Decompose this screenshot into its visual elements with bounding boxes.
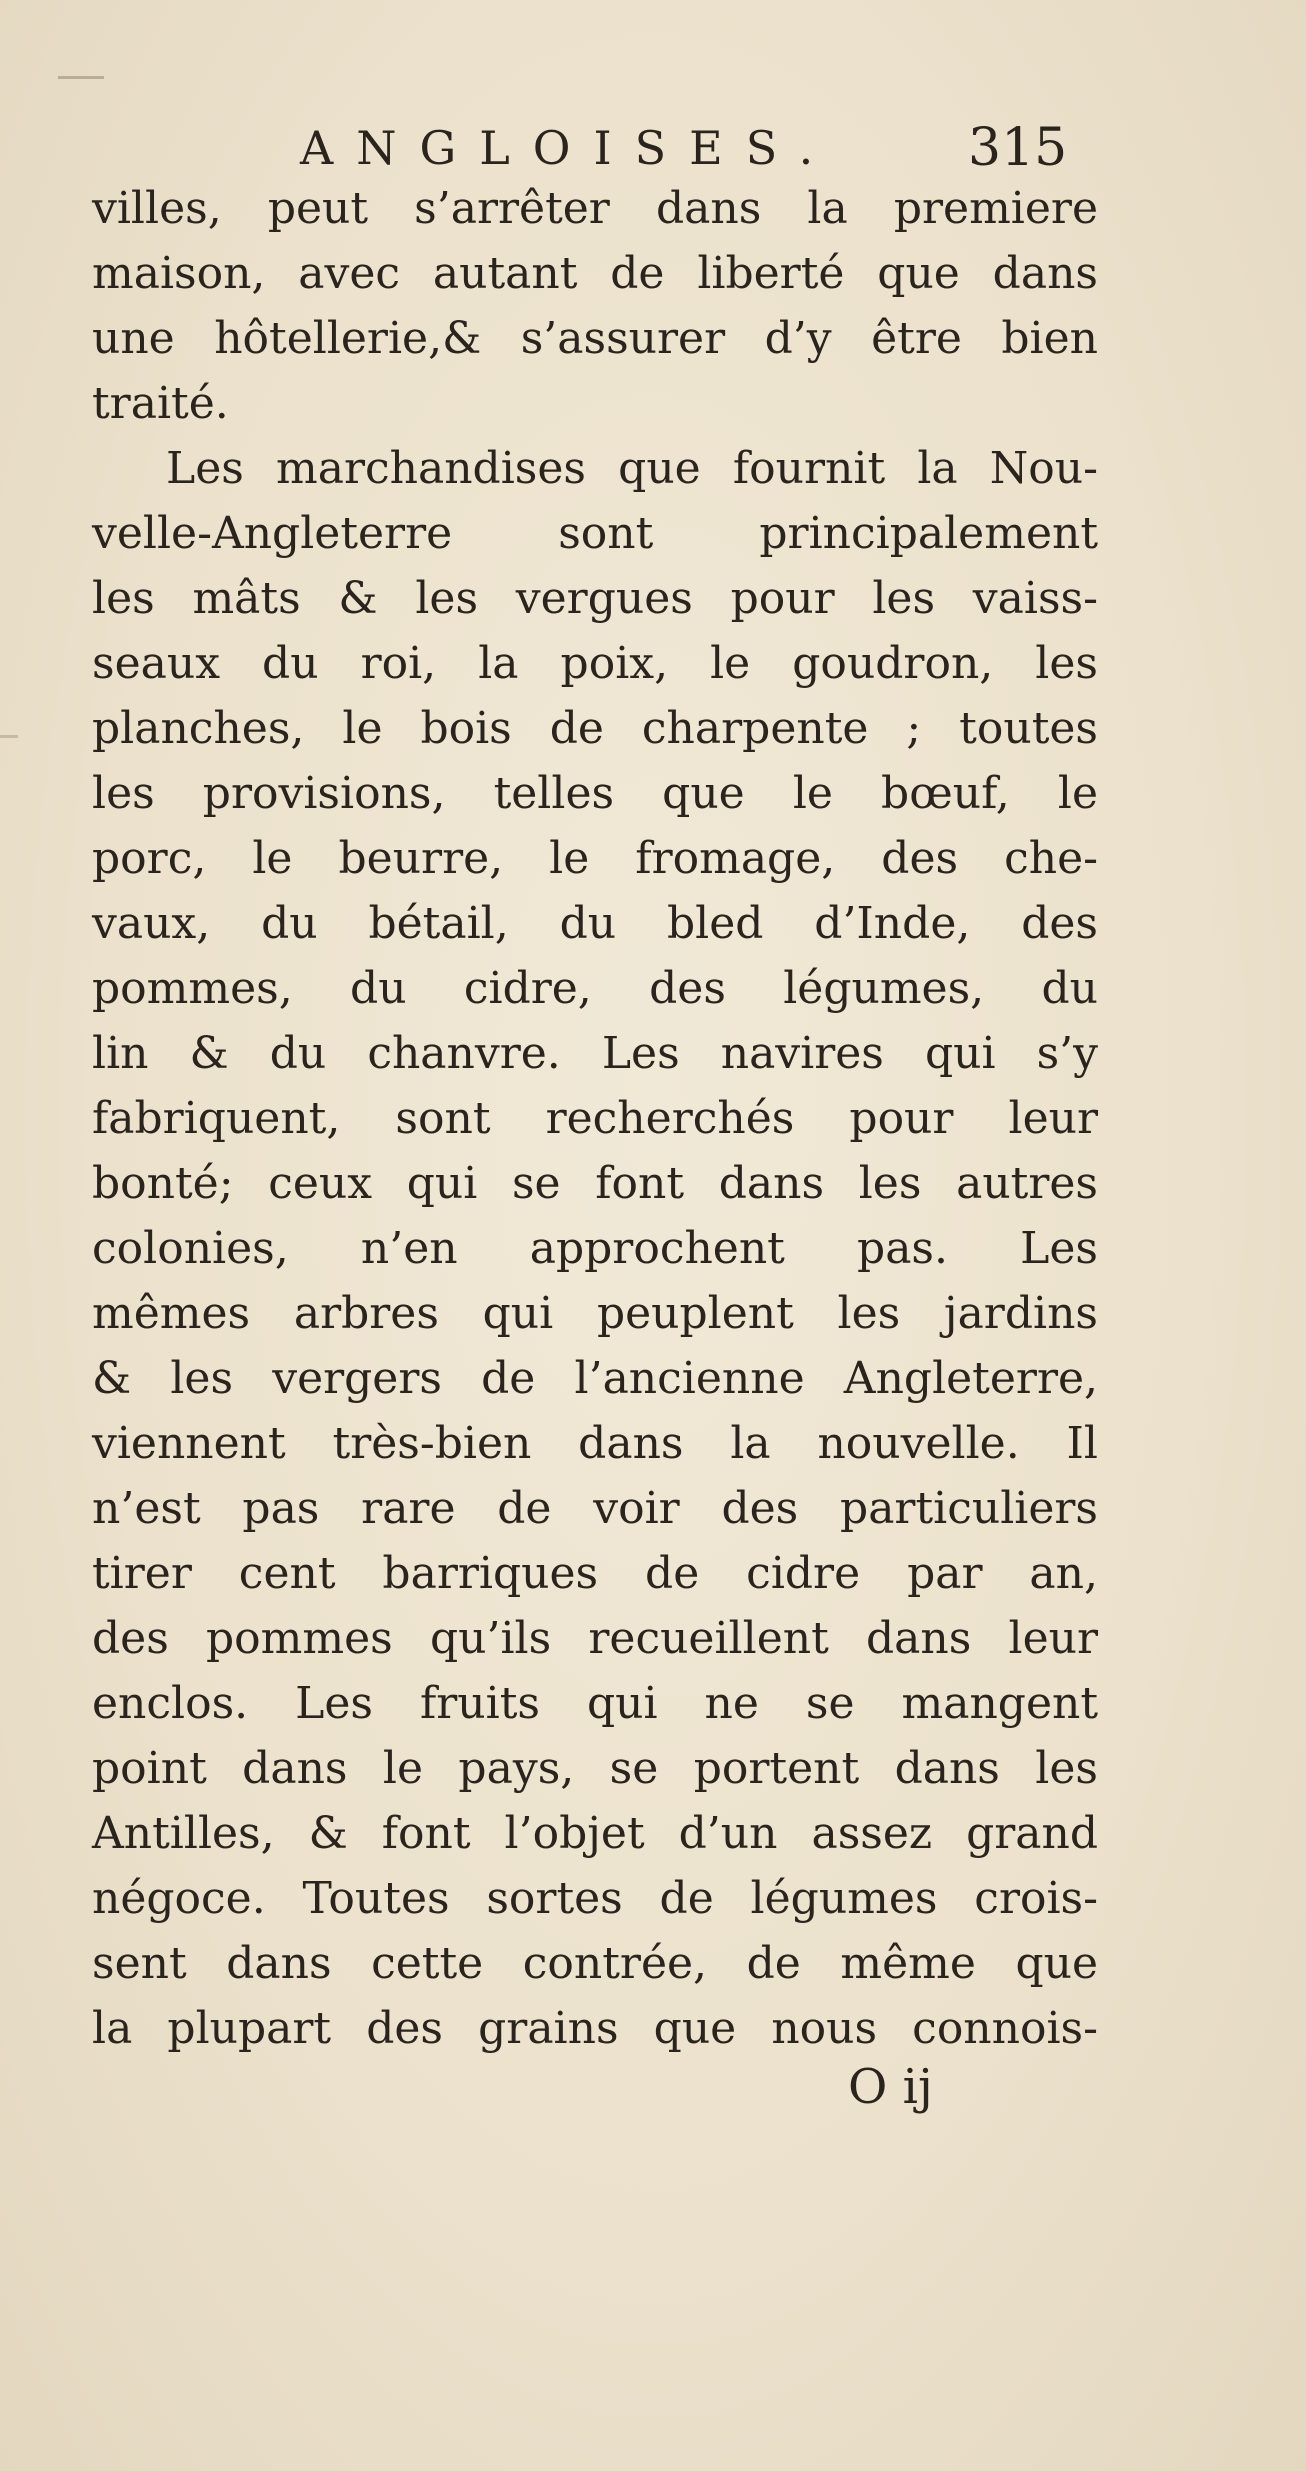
- text-line: point dans le pays, se portent dans les: [92, 1743, 1098, 1794]
- text-line: viennent très-bien dans la nouvelle. Il: [92, 1418, 1098, 1469]
- text-line: la plupart des grains que nous connois-: [92, 2003, 1098, 2054]
- text-line: seaux du roi, la poix, le goudron, les: [92, 638, 1098, 689]
- text-line: bonté; ceux qui se font dans les autres: [92, 1158, 1098, 1209]
- text-line: maison, avec autant de liberté que dans: [92, 248, 1098, 299]
- text-line: pommes, du cidre, des légumes, du: [92, 963, 1098, 1014]
- text-line: vaux, du bétail, du bled d’Inde, des: [92, 898, 1098, 949]
- text-line: les provisions, telles que le bœuf, le: [92, 768, 1098, 819]
- body-text: [92, 176, 1098, 2061]
- text-line: porc, le beurre, le fromage, des che-: [92, 833, 1098, 884]
- text-line: colonies, n’en approchent pas. Les: [92, 1223, 1098, 1274]
- text-line: planches, le bois de charpente ; toutes: [92, 703, 1098, 754]
- text-line: & les vergers de l’ancienne Angleterre,: [92, 1353, 1098, 1404]
- running-head: [300, 118, 1120, 178]
- text-line: fabriquent, sont recherchés pour leur: [92, 1093, 1098, 1144]
- text-line: Les marchandises que fournit la Nou-: [166, 443, 1098, 494]
- text-line: enclos. Les fruits qui ne se mangent: [92, 1678, 1098, 1729]
- margin-mark: [58, 76, 104, 79]
- text-line: des pommes qu’ils recueillent dans leur: [92, 1613, 1098, 1664]
- text-line: négoce. Toutes sortes de légumes crois-: [92, 1873, 1098, 1924]
- text-line: mêmes arbres qui peuplent les jardins: [92, 1288, 1098, 1339]
- text-line: lin & du chanvre. Les navires qui s’y: [92, 1028, 1098, 1079]
- text-line: une hôtellerie,& s’assurer d’y être bien: [92, 313, 1098, 364]
- page-number: 315: [968, 118, 1068, 178]
- text-line: traité.: [92, 378, 229, 429]
- text-line: n’est pas rare de voir des particuliers: [92, 1483, 1098, 1534]
- running-title: ANGLOISES.: [300, 121, 837, 175]
- signature-mark: O ij: [848, 2059, 933, 2115]
- text-line: villes, peut s’arrêter dans la premiere: [92, 183, 1098, 234]
- text-line: les mâts & les vergues pour les vaiss-: [92, 573, 1098, 624]
- text-line: sent dans cette contrée, de même que: [92, 1938, 1098, 1989]
- text-line: tirer cent barriques de cidre par an,: [92, 1548, 1098, 1599]
- text-line: Antilles, & font l’objet d’un assez grand: [92, 1808, 1098, 1859]
- edge-mark: [0, 735, 18, 738]
- text-line: velle-Angleterre sont principalement: [92, 508, 1098, 559]
